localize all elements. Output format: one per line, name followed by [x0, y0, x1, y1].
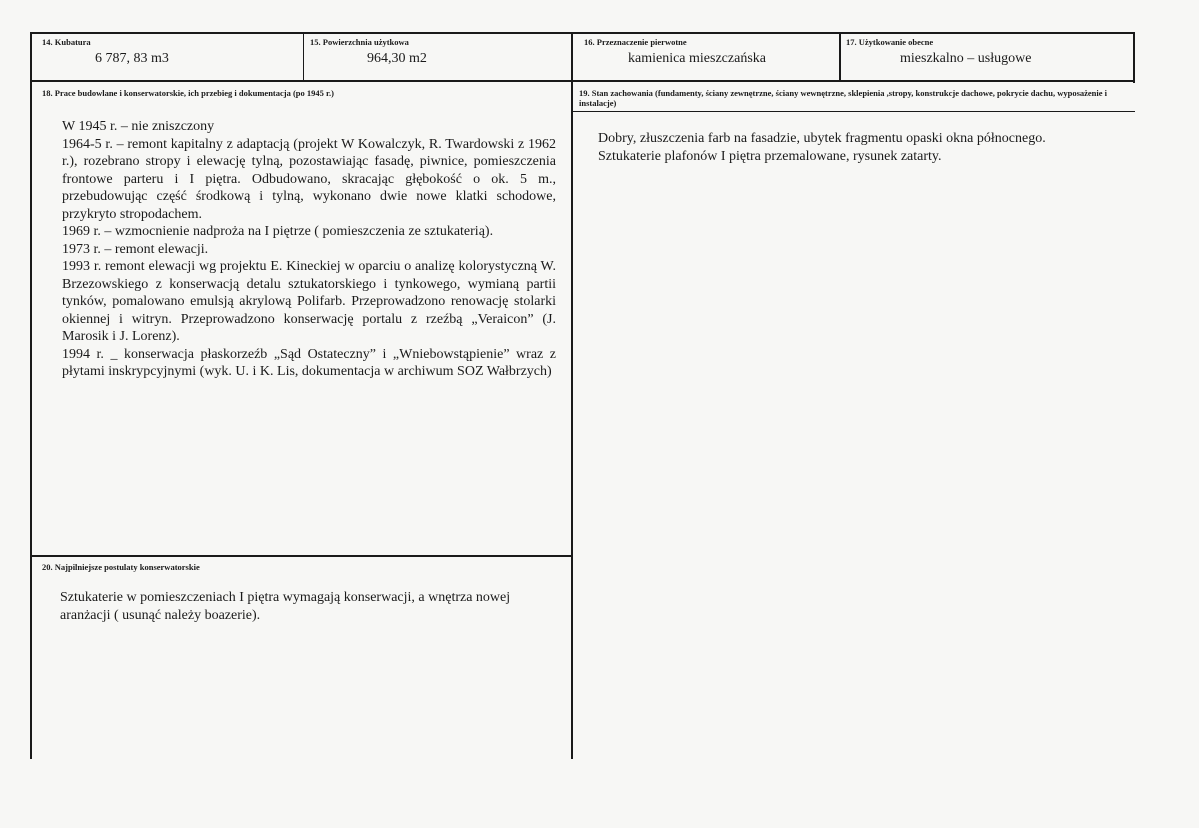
kubatura-label: 14. Kubatura	[42, 37, 91, 47]
prace-text	[62, 118, 556, 381]
przeznaczenie-value: kamienica mieszczańska	[628, 51, 766, 66]
uzytkowanie-label: 17. Użytkowanie obecne	[846, 37, 934, 47]
postulaty-label: 20. Najpilniejsze postulaty konserwatorskie	[42, 562, 200, 572]
prace-label: 18. Prace budowlane i konserwatorskie, ich przebieg i dokumentacja (po 1945 r.)	[42, 88, 334, 98]
stan-text: Dobry, złuszczenia farb na fasadzie, ubytek fragmentu opaski okna północnego. Sztukaterie plafonów I piętra przemalowane, rysunek zatarty.	[598, 131, 1046, 164]
col-divider-3	[839, 32, 841, 82]
right-border	[1133, 32, 1135, 83]
postulaty-text: Sztukaterie w pomieszczeniach I piętra wymagają konserwacji, a wnętrza nowej aranżacji ( usunąć należy boazerie).	[60, 590, 511, 623]
stan-label: 19. Stan zachowania (fundamenty, ściany zewnętrzne, ściany wewnętrzne, sklepienia ,stropy, konstrukcje dachowe, pokrycie dachu, wyposażenie i instalacje)	[579, 88, 1108, 108]
top-border	[30, 32, 1135, 34]
powierzchnia-label: 15. Powierzchnia użytkowa	[310, 37, 409, 47]
uzytkowanie-value: mieszkalno – usługowe	[900, 51, 1032, 66]
prace-entry-1994: 1994 r. _ konserwacja płaskorzeźb „Sąd Ostateczny” i „Wniebowstąpienie” wraz z płytami inskrypcyjnymi (wyk. U. i K. Lis, dokumentacja w archiwum SOZ Wałbrzych)	[62, 346, 556, 379]
left-border	[30, 32, 32, 759]
prace-entry-1964: 1964-5 r. – remont kapitalny z adaptacją (projekt W Kowalczyk, R. Twardowski z 1962 r.), rozebrano stropy i elewację tylną, pozostawiając fasadę, piwnice, pomieszczenia frontowe parteru i I piętra. Odbudowano, skracając głębokość o ok. 5 m., przebudowując część środkową i tylną, wykonano dwie nowe klatki schodowe, przykryto stropodachem.	[62, 136, 556, 222]
prace-entry-1969: 1969 r. – wzmocnienie nadproża na I piętrze ( pomieszczenia ze sztukaterią).	[62, 224, 494, 239]
stan-header-underline	[573, 111, 1135, 112]
col-divider-1	[303, 32, 304, 82]
prace-entry-1973: 1973 r. – remont elewacji.	[62, 241, 209, 257]
col-divider-center	[571, 32, 573, 759]
powierzchnia-value: 964,30 m2	[367, 51, 427, 66]
przeznaczenie-label: 16. Przeznaczenie pierwotne	[584, 37, 687, 47]
row-divider	[30, 80, 1135, 82]
prace-entry-1945: W 1945 r. – nie zniszczony	[62, 119, 215, 134]
prace-entry-1993: 1993 r. remont elewacji wg projektu E. Kineckiej w oparciu o analizę kolorystyczną W. Brzezowskiego z konserwacją detalu sztukatorskiego i tynkowego, wymianą partii tynków, pomalowano emulsją akrylową Polifarb. Przeprowadzono renowację stolarki okiennej i witryn. Przeprowadzono konserwację portalu z rzeźbą „Veraicon” (J. Marosik i J. Lorenz).	[62, 259, 556, 344]
kubatura-value: 6 787, 83 m3	[95, 51, 169, 66]
section-divider	[30, 555, 573, 557]
